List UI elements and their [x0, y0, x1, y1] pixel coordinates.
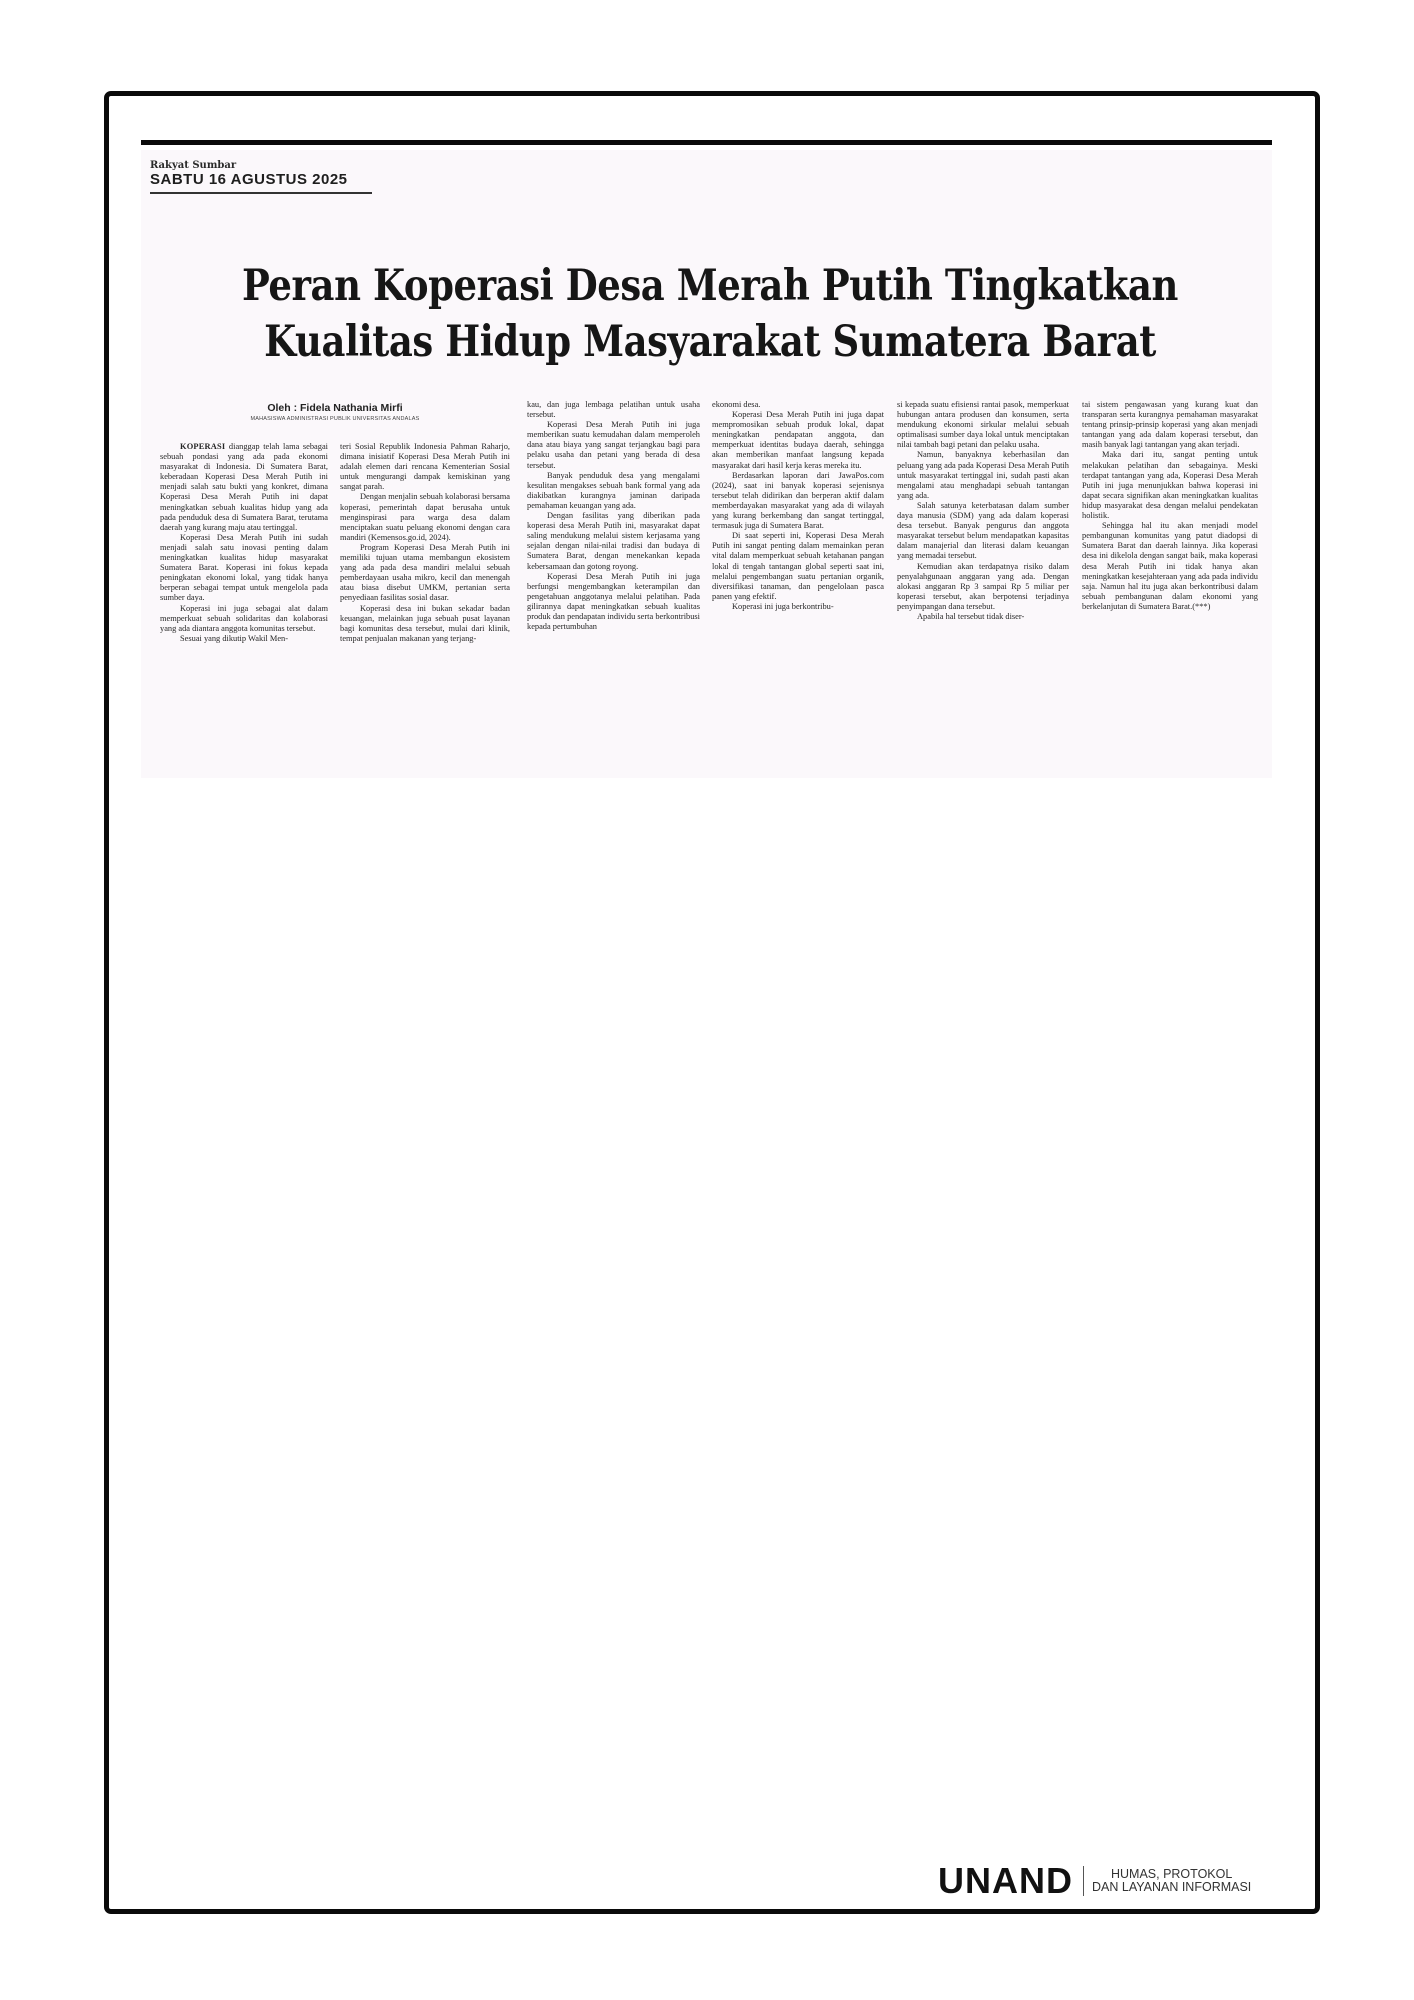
article-paragraph: [712, 602, 884, 612]
unand-wordmark: UNAND: [938, 1860, 1073, 1901]
paragraph-text: Maka dari itu, sangat penting untuk melakukan pelatihan dan sebagainya. Meski terdapat tantangan yang ada, Koperasi Desa Merah Putih ini juga menunjukkan bahwa koperasi ini dapat secara signifikan akan meningkatkan kualitas hidup masyarakat desa dengan melalui pendekatan holistik.: [1082, 450, 1258, 521]
paragraph-text: Berdasarkan laporan dari JawaPos.com (2024), saat ini banyak koperasi sejenisnya tersebut telah didirikan dan berperan aktif dalam memberdayakan masyarakat yang ada di wilayah yang kurang berkembang dan sangat tertinggal, termasuk juga di Sumatera Barat.: [712, 470, 884, 531]
article-headline: [237, 258, 1183, 370]
paragraph-text: ekonomi desa.: [712, 400, 761, 409]
headline-line-1: Peran Koperasi Desa Merah Putih Tingkatkan: [241, 261, 1179, 311]
paragraph-text: teri Sosial Republik Indonesia Pahman Raharjo, dimana inisiatif Koperasi Desa Merah Putih ini adalah elemen dari rencana Kementerian Sosial untuk mengurangi dampak kemiskinan yang sangat parah.: [340, 442, 510, 492]
article-paragraph: [527, 511, 700, 572]
paragraph-text: Program Koperasi Desa Merah Putih ini memiliki tujuan utama membangun ekosistem yang ada pada desa mandiri melalui sebuah pemberdayaan usaha mikro, kecil dan menengah atau biasa disebut UMKM, pertanian serta penyediaan fasilitas sosial dasar.: [340, 542, 510, 603]
paragraph-text: Kemudian akan terdapatnya risiko dalam penyalahgunaan anggaran yang ada. Dengan alokasi anggaran Rp 3 sampai Rp 5 miliar per koperasi tersebut, akan berpotensi terjadinya penyimpangan dana tersebut.: [897, 561, 1069, 611]
paragraph-text: Koperasi ini juga berkontribu-: [732, 601, 834, 611]
paragraph-text: Di saat seperti ini, Koperasi Desa Merah Putih ini sangat penting dalam memainkan peran vital dalam memperkuat sebuah ketahanan pangan lokal di tengah tantangan global seperti saat ini, melalui pengembangan suatu pertanian organik, diversifikasi tanaman, dan pengelolaan pasca panen yang efektif.: [712, 531, 884, 601]
paragraph-text: Koperasi ini juga sebagai alat dalam memperkuat sebuah solidaritas dan kolaborasi yang ada diantara anggota komunitas tersebut.: [160, 603, 328, 633]
article-paragraph: [340, 543, 510, 604]
article-column-6: [1082, 400, 1258, 612]
article-paragraph: [897, 400, 1069, 450]
article-paragraph: [712, 471, 884, 532]
headline-line-2: Kualitas Hidup Masyarakat Sumatera Barat: [264, 317, 1156, 367]
article-paragraph: [897, 612, 1069, 622]
paragraph-text: Namun, banyaknya keberhasilan dan peluang yang ada pada Koperasi Desa Merah Putih untuk masyarakat tertinggal ini, sudah pasti akan mengalami atau menghadapi sebuah tantangan yang ada.: [897, 450, 1069, 500]
logo-separator: [1083, 1866, 1084, 1896]
article-paragraph: [1082, 450, 1258, 521]
article-paragraph: [160, 604, 328, 634]
article-paragraph: [897, 450, 1069, 500]
article-paragraph: [340, 492, 510, 542]
article-paragraph: [160, 634, 328, 644]
newspaper-name: Rakyat Sumbar: [150, 160, 237, 171]
paragraph-text: Koperasi Desa Merah Putih ini sudah menjadi salah satu inovasi penting dalam meningkatkan kualitas hidup masyarakat Sumatera Barat. Koperasi ini fokus kepada peningkatan ekonomi lokal, yang tidak hanya berperan sebagai tempat untuk mengelola pada sumber daya.: [160, 532, 328, 603]
paragraph-text: Apabila hal tersebut tidak diser-: [917, 611, 1025, 621]
paragraph-text: kau, dan juga lembaga pelatihan untuk usaha tersebut.: [527, 400, 700, 420]
paragraph-text: Sesuai yang dikutip Wakil Men-: [180, 633, 289, 643]
article-paragraph: [897, 562, 1069, 612]
paragraph-text: Koperasi Desa Merah Putih ini juga dapat mempromosikan sebuah produk lokal, dapat meningkatkan pendapatan anggota, dan memperkuat identitas budaya daerah, sehingga akan memberikan manfaat langsung kepada masyarakat dari hasil kerja keras mereka itu.: [712, 410, 884, 470]
article-paragraph: [712, 400, 884, 410]
byline: [150, 402, 520, 422]
unit-name-line-1: HUMAS, PROTOKOL: [1110, 1867, 1233, 1881]
article-paragraph: [712, 410, 884, 471]
paragraph-text: dianggap telah lama sebagai sebuah pondasi yang ada pada ekonomi masyarakat di Indonesia. Di Sumatera Barat, keberadaan Koperasi Desa Merah Putih ini menjadi salah satu bukti yang konkret, dimana Koperasi Desa Merah Putih ini dapat meningkatkan sebuah kualitas hidup yang ada pada penduduk desa di Sumatera Barat, terutama daerah yang kurang maju atau tertinggal.: [160, 442, 328, 532]
article-paragraph: [160, 533, 328, 604]
paragraph-text: Salah satunya keterbatasan dalam sumber daya manusia (SDM) yang ada dalam koperasi desa tersebut. Banyak pengurus dan anggota masyarakat tersebut belum mendapatkan kapasitas dalam manajerial dan literasi dalam keuangan yang memadai tersebut.: [897, 500, 1069, 561]
masthead: [150, 160, 370, 194]
paragraph-text: Dengan fasilitas yang diberikan pada koperasi desa Merah Putih ini, masyarakat dapat saling mendukung melalui sistem kerjasama yang sejalan dengan nilai-nilai tradisi dan budaya di Sumatera Barat, dengan menekankan kepada kebersamaan dan gotong royong.: [527, 511, 700, 571]
article-paragraph: [712, 531, 884, 602]
paragraph-text: tai sistem pengawasan yang kurang kuat dan transparan serta kurangnya pemahaman masyarakat tentang prinsip-prinsip koperasi yang akan menjadi tantangan yang ada dalam koperasi tersebut, dan masih banyak lagi tantangan yang akan terjadi.: [1082, 400, 1258, 450]
unit-name: [1092, 1868, 1251, 1894]
paragraph-text: Dengan menjalin sebuah kolaborasi bersama koperasi, pemerintah dapat berusaha untuk menginspirasi para warga desa dalam menciptakan suatu peluang ekonomi dengan cara mandiri (Kemensos.go.id, 2024).: [340, 492, 510, 542]
paragraph-text: Koperasi desa ini bukan sekadar badan keuangan, melainkan juga sebuah pusat layanan bagi komunitas desa tersebut, mulai dari klinik, tempat penjualan makanan yang terjang-: [340, 603, 510, 643]
article-paragraph: [1082, 521, 1258, 612]
paragraph-text: Banyak penduduk desa yang mengalami kesulitan mengakses sebuah bank formal yang ada diakibatkan kurangnya jaminan daripada pemahaman keuangan yang ada.: [527, 470, 700, 510]
article-paragraph: [527, 572, 700, 633]
paragraph-text: Sehingga hal itu akan menjadi model pembangunan komunitas yang patut diadopsi di Sumatera Barat dan daerah lainnya. Jika koperasi desa ini dikelola dengan sangat baik, maka koperasi desa Merah Putih ini tidak hanya akan meningkatkan kesejahteraan yang ada pada individu saja. Namun hal itu juga akan berkontribusi dalam sebuah pembangunan dalam ekonomi yang berkelanjutan di Sumatera Barat.(***): [1082, 521, 1258, 611]
article-paragraph: [527, 471, 700, 511]
publication-date: SABTU 16 AGUSTUS 2025: [150, 171, 348, 188]
article-paragraph: [1082, 400, 1258, 450]
article-paragraph: [340, 604, 510, 644]
lead-word: KOPERASI: [180, 442, 226, 451]
top-rule: [141, 140, 1272, 145]
paragraph-text: si kepada suatu efisiensi rantai pasok, memperkuat hubungan antara produsen dan konsumen, serta mendukung ekonomi sirkular melalui sebuah optimalisasi sumber daya lokal untuk menciptakan nilai tambah bagi petani dan pelaku usaha.: [897, 400, 1069, 450]
article-column-4: [712, 400, 884, 612]
article-column-1: [160, 442, 328, 644]
byline-affiliation: MAHASISWA ADMINISTRASI PUBLIK UNIVERSITAS ANDALAS: [250, 416, 420, 422]
article-paragraph: [160, 442, 328, 533]
article-paragraph: [527, 420, 700, 470]
masthead-rule: [150, 192, 372, 194]
article-column-5: [897, 400, 1069, 622]
unit-name-line-2: DAN LAYANAN INFORMASI: [1092, 1880, 1252, 1894]
paragraph-text: Koperasi Desa Merah Putih ini juga berfungsi mengembangkan keterampilan dan pengetahuan anggotanya melalui pelatihan. Pada gilirannya dapat meningkatkan sebuah kualitas produk dan pendapatan individu serta berkontribusi kepada pertumbuhan: [527, 571, 700, 632]
unand-logo: [938, 1862, 1251, 1900]
byline-author: Oleh : Fidela Nathania Mirfi: [267, 402, 403, 414]
paragraph-text: Koperasi Desa Merah Putih ini juga memberikan suatu kemudahan dalam memperoleh dana atau biaya yang sangat terjangkau bagi para pelaku usaha dan petani yang berada di desa tersebut.: [527, 420, 700, 470]
article-paragraph: [527, 400, 700, 420]
article-paragraph: [897, 501, 1069, 562]
article-paragraph: [340, 442, 510, 492]
article-column-3: [527, 400, 700, 632]
article-column-2: [340, 442, 510, 644]
